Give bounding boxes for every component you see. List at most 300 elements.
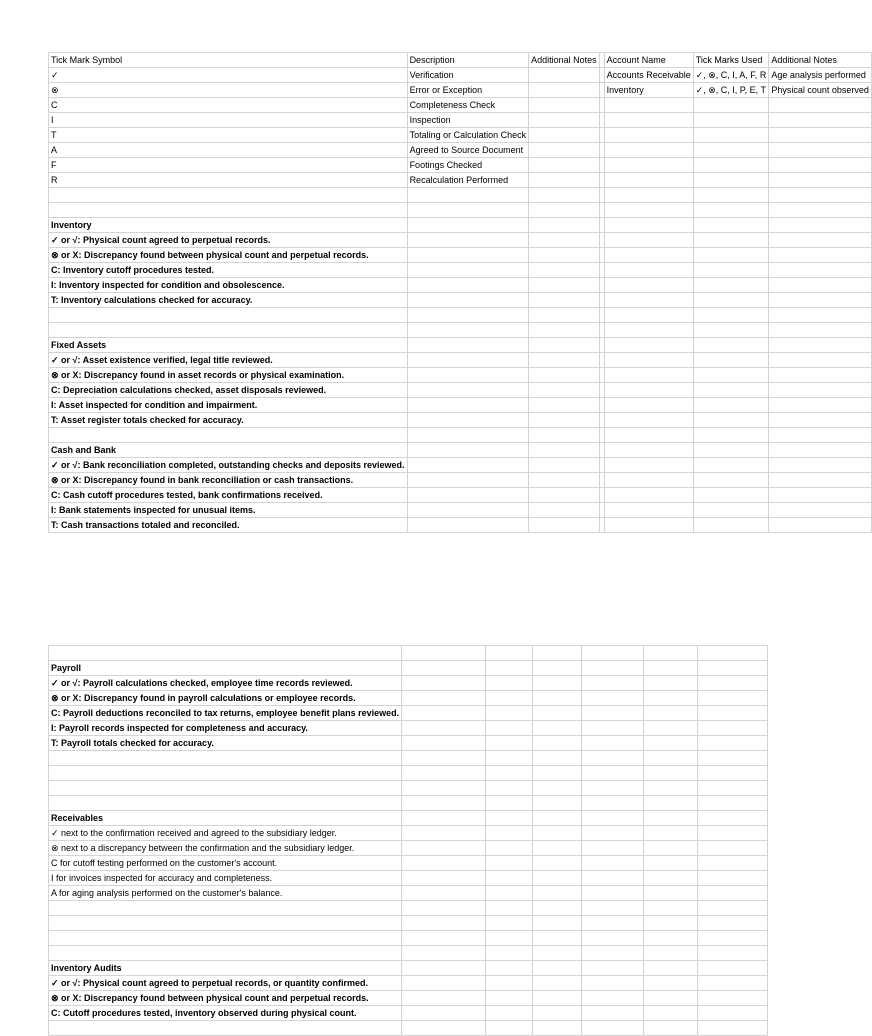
- table-cell[interactable]: [693, 293, 769, 308]
- table-cell[interactable]: [643, 916, 697, 931]
- table-cell[interactable]: [581, 766, 643, 781]
- table-cell[interactable]: [643, 736, 697, 751]
- table-cell[interactable]: [604, 383, 693, 398]
- table-cell[interactable]: [533, 931, 581, 946]
- table-cell[interactable]: [407, 293, 529, 308]
- table-cell[interactable]: [769, 323, 872, 338]
- table-cell[interactable]: [486, 916, 533, 931]
- table-cell[interactable]: [693, 263, 769, 278]
- table-cell[interactable]: [604, 158, 693, 173]
- table-cell[interactable]: [581, 706, 643, 721]
- table-cell[interactable]: [693, 203, 769, 218]
- table-cell[interactable]: [486, 706, 533, 721]
- table-cell[interactable]: [486, 661, 533, 676]
- table-cell[interactable]: [486, 946, 533, 961]
- table-cell[interactable]: [486, 1006, 533, 1021]
- table-cell[interactable]: [486, 826, 533, 841]
- table-cell[interactable]: [769, 128, 872, 143]
- table-cell[interactable]: ✓, ⊗, C, I, P, E, T: [693, 83, 769, 98]
- table-cell[interactable]: [693, 443, 769, 458]
- table-cell[interactable]: [581, 946, 643, 961]
- table-cell[interactable]: [604, 263, 693, 278]
- section-text-cell[interactable]: ⊗ or X: Discrepancy found in asset records or physical examination.: [49, 368, 408, 383]
- table-cell[interactable]: [486, 781, 533, 796]
- table-cell[interactable]: [486, 856, 533, 871]
- table-cell[interactable]: [769, 443, 872, 458]
- table-cell[interactable]: [407, 218, 529, 233]
- table-cell[interactable]: [49, 308, 408, 323]
- section-text-cell[interactable]: ⊗ or X: Discrepancy found between physical count and perpetual records.: [49, 991, 402, 1006]
- table-cell[interactable]: [693, 98, 769, 113]
- table-cell[interactable]: [581, 931, 643, 946]
- table-cell[interactable]: [769, 518, 872, 533]
- table-cell[interactable]: Inspection: [407, 113, 529, 128]
- table-cell[interactable]: [529, 428, 600, 443]
- table-cell[interactable]: [604, 458, 693, 473]
- table-cell[interactable]: [486, 796, 533, 811]
- table-cell[interactable]: [529, 98, 600, 113]
- table-cell[interactable]: [604, 353, 693, 368]
- table-cell[interactable]: [769, 158, 872, 173]
- table-cell[interactable]: [604, 398, 693, 413]
- table-cell[interactable]: [533, 961, 581, 976]
- table-cell[interactable]: [604, 278, 693, 293]
- table-cell[interactable]: [604, 308, 693, 323]
- table-cell[interactable]: [643, 661, 697, 676]
- table-cell[interactable]: [407, 503, 529, 518]
- table-cell[interactable]: [407, 323, 529, 338]
- table-cell[interactable]: [402, 646, 486, 661]
- column-header[interactable]: Tick Marks Used: [693, 53, 769, 68]
- table-cell[interactable]: [49, 931, 402, 946]
- section-text-cell[interactable]: Cash and Bank: [49, 443, 408, 458]
- table-cell[interactable]: [604, 473, 693, 488]
- table-cell[interactable]: [486, 721, 533, 736]
- table-cell[interactable]: [697, 946, 767, 961]
- table-cell[interactable]: [49, 946, 402, 961]
- table-cell[interactable]: [693, 458, 769, 473]
- table-cell[interactable]: [486, 976, 533, 991]
- table-cell[interactable]: [533, 796, 581, 811]
- table-cell[interactable]: [697, 811, 767, 826]
- table-cell[interactable]: [581, 841, 643, 856]
- table-cell[interactable]: [581, 676, 643, 691]
- table-cell[interactable]: [643, 991, 697, 1006]
- table-cell[interactable]: [529, 278, 600, 293]
- table-cell[interactable]: [486, 901, 533, 916]
- table-cell[interactable]: [407, 233, 529, 248]
- table-cell[interactable]: [697, 916, 767, 931]
- table-cell[interactable]: [697, 796, 767, 811]
- table-cell[interactable]: [643, 766, 697, 781]
- table-cell[interactable]: [407, 278, 529, 293]
- table-cell[interactable]: [581, 646, 643, 661]
- table-cell[interactable]: [533, 751, 581, 766]
- table-cell[interactable]: [49, 766, 402, 781]
- section-text-cell[interactable]: C: Payroll deductions reconciled to tax returns, employee benefit plans reviewed.: [49, 706, 402, 721]
- table-cell[interactable]: [697, 736, 767, 751]
- table-cell[interactable]: [693, 158, 769, 173]
- table-cell[interactable]: I: [49, 113, 408, 128]
- table-cell[interactable]: [533, 916, 581, 931]
- table-cell[interactable]: [643, 811, 697, 826]
- table-cell[interactable]: [604, 428, 693, 443]
- table-cell[interactable]: [697, 961, 767, 976]
- table-cell[interactable]: [407, 368, 529, 383]
- table-cell[interactable]: [604, 218, 693, 233]
- table-cell[interactable]: [407, 263, 529, 278]
- table-cell[interactable]: [486, 991, 533, 1006]
- table-cell[interactable]: [697, 646, 767, 661]
- table-cell[interactable]: [533, 826, 581, 841]
- section-text-cell[interactable]: ⊗ or X: Discrepancy found between physical count and perpetual records.: [49, 248, 408, 263]
- table-cell[interactable]: [643, 871, 697, 886]
- table-cell[interactable]: [697, 826, 767, 841]
- table-cell[interactable]: [604, 113, 693, 128]
- table-cell[interactable]: [529, 83, 600, 98]
- table-cell[interactable]: [697, 781, 767, 796]
- section-text-cell[interactable]: I: Inventory inspected for condition and obsolescence.: [49, 278, 408, 293]
- table-cell[interactable]: [604, 503, 693, 518]
- table-cell[interactable]: [581, 826, 643, 841]
- table-cell[interactable]: [529, 233, 600, 248]
- table-cell[interactable]: [533, 991, 581, 1006]
- section-text-cell[interactable]: C: Cutoff procedures tested, inventory observed during physical count.: [49, 1006, 402, 1021]
- table-cell[interactable]: [697, 661, 767, 676]
- table-cell[interactable]: [533, 736, 581, 751]
- table-cell[interactable]: [402, 886, 486, 901]
- table-cell[interactable]: [402, 751, 486, 766]
- section-text-cell[interactable]: C: Depreciation calculations checked, asset disposals reviewed.: [49, 383, 408, 398]
- table-cell[interactable]: [529, 353, 600, 368]
- table-cell[interactable]: R: [49, 173, 408, 188]
- table-cell[interactable]: [486, 691, 533, 706]
- section-text-cell[interactable]: T: Cash transactions totaled and reconciled.: [49, 518, 408, 533]
- table-cell[interactable]: [533, 706, 581, 721]
- table-cell[interactable]: [529, 383, 600, 398]
- table-cell[interactable]: [693, 143, 769, 158]
- table-cell[interactable]: [769, 233, 872, 248]
- table-cell[interactable]: [533, 1006, 581, 1021]
- table-cell[interactable]: [697, 871, 767, 886]
- table-cell[interactable]: [581, 721, 643, 736]
- table-cell[interactable]: [402, 796, 486, 811]
- table-cell[interactable]: Physical count observed: [769, 83, 872, 98]
- table-cell[interactable]: F: [49, 158, 408, 173]
- table-cell[interactable]: [529, 143, 600, 158]
- table-cell[interactable]: [533, 691, 581, 706]
- table-cell[interactable]: [697, 976, 767, 991]
- table-cell[interactable]: Totaling or Calculation Check: [407, 128, 529, 143]
- table-cell[interactable]: ✓, ⊗, C, I, A, F, R: [693, 68, 769, 83]
- table-cell[interactable]: [486, 961, 533, 976]
- table-cell[interactable]: [769, 278, 872, 293]
- note-text-cell[interactable]: ⊗ next to a discrepancy between the confirmation and the subsidiary ledger.: [49, 841, 402, 856]
- table-cell[interactable]: [581, 976, 643, 991]
- table-cell[interactable]: [49, 428, 408, 443]
- table-cell[interactable]: [402, 931, 486, 946]
- table-cell[interactable]: [643, 1006, 697, 1021]
- table-cell[interactable]: Age analysis performed: [769, 68, 872, 83]
- table-cell[interactable]: [529, 518, 600, 533]
- table-cell[interactable]: [529, 338, 600, 353]
- table-cell[interactable]: [581, 886, 643, 901]
- table-cell[interactable]: [49, 796, 402, 811]
- table-cell[interactable]: [604, 203, 693, 218]
- table-cell[interactable]: [581, 796, 643, 811]
- table-cell[interactable]: [402, 976, 486, 991]
- table-cell[interactable]: [581, 991, 643, 1006]
- table-cell[interactable]: [49, 781, 402, 796]
- section-text-cell[interactable]: I: Bank statements inspected for unusual items.: [49, 503, 408, 518]
- table-cell[interactable]: [769, 338, 872, 353]
- column-header[interactable]: Additional Notes: [529, 53, 600, 68]
- table-cell[interactable]: [697, 676, 767, 691]
- table-cell[interactable]: [693, 188, 769, 203]
- table-cell[interactable]: [49, 1021, 402, 1036]
- table-cell[interactable]: [604, 233, 693, 248]
- table-cell[interactable]: [697, 841, 767, 856]
- note-text-cell[interactable]: I for invoices inspected for accuracy and completeness.: [49, 871, 402, 886]
- table-cell[interactable]: [529, 443, 600, 458]
- table-cell[interactable]: [581, 736, 643, 751]
- section-text-cell[interactable]: Receivables: [49, 811, 402, 826]
- table-cell[interactable]: [769, 308, 872, 323]
- table-cell[interactable]: [533, 676, 581, 691]
- table-cell[interactable]: [407, 473, 529, 488]
- table-cell[interactable]: [529, 398, 600, 413]
- table-cell[interactable]: [529, 413, 600, 428]
- table-cell[interactable]: [643, 1021, 697, 1036]
- table-cell[interactable]: [529, 68, 600, 83]
- table-cell[interactable]: [49, 916, 402, 931]
- table-cell[interactable]: [693, 518, 769, 533]
- table-cell[interactable]: [529, 188, 600, 203]
- section-text-cell[interactable]: ✓ or √: Bank reconciliation completed, outstanding checks and deposits reviewed.: [49, 458, 408, 473]
- table-cell[interactable]: Error or Exception: [407, 83, 529, 98]
- table-cell[interactable]: [693, 248, 769, 263]
- table-cell[interactable]: [697, 751, 767, 766]
- table-cell[interactable]: [402, 841, 486, 856]
- table-cell[interactable]: [643, 676, 697, 691]
- table-cell[interactable]: C: [49, 98, 408, 113]
- column-header[interactable]: Description: [407, 53, 529, 68]
- table-cell[interactable]: [529, 248, 600, 263]
- table-cell[interactable]: [533, 886, 581, 901]
- table-cell[interactable]: [581, 856, 643, 871]
- table-cell[interactable]: [402, 706, 486, 721]
- table-cell[interactable]: [769, 203, 872, 218]
- table-cell[interactable]: [769, 143, 872, 158]
- table-cell[interactable]: [604, 413, 693, 428]
- table-cell[interactable]: [693, 503, 769, 518]
- table-cell[interactable]: [769, 293, 872, 308]
- table-cell[interactable]: [486, 676, 533, 691]
- table-cell[interactable]: Recalculation Performed: [407, 173, 529, 188]
- table-cell[interactable]: [643, 886, 697, 901]
- table-cell[interactable]: [697, 721, 767, 736]
- table-cell[interactable]: [693, 218, 769, 233]
- table-cell[interactable]: [581, 1021, 643, 1036]
- table-cell[interactable]: [407, 428, 529, 443]
- table-cell[interactable]: [697, 766, 767, 781]
- table-cell[interactable]: [643, 646, 697, 661]
- table-cell[interactable]: [769, 353, 872, 368]
- table-cell[interactable]: [693, 368, 769, 383]
- table-cell[interactable]: [529, 503, 600, 518]
- table-cell[interactable]: [697, 706, 767, 721]
- table-cell[interactable]: [697, 886, 767, 901]
- table-cell[interactable]: [581, 811, 643, 826]
- table-cell[interactable]: [769, 458, 872, 473]
- table-cell[interactable]: [533, 856, 581, 871]
- table-cell[interactable]: [533, 766, 581, 781]
- table-cell[interactable]: [407, 308, 529, 323]
- table-cell[interactable]: [402, 946, 486, 961]
- table-cell[interactable]: [407, 518, 529, 533]
- table-cell[interactable]: [402, 721, 486, 736]
- column-header[interactable]: Account Name: [604, 53, 693, 68]
- table-cell[interactable]: [49, 751, 402, 766]
- table-cell[interactable]: [769, 188, 872, 203]
- section-text-cell[interactable]: Fixed Assets: [49, 338, 408, 353]
- table-cell[interactable]: [486, 931, 533, 946]
- section-text-cell[interactable]: Inventory: [49, 218, 408, 233]
- table-cell[interactable]: [486, 841, 533, 856]
- table-cell[interactable]: Verification: [407, 68, 529, 83]
- table-cell[interactable]: [49, 901, 402, 916]
- table-cell[interactable]: [402, 766, 486, 781]
- table-cell[interactable]: [407, 338, 529, 353]
- table-cell[interactable]: [402, 1021, 486, 1036]
- table-cell[interactable]: [529, 203, 600, 218]
- table-cell[interactable]: [697, 691, 767, 706]
- table-cell[interactable]: [529, 263, 600, 278]
- table-cell[interactable]: [769, 248, 872, 263]
- table-cell[interactable]: [693, 113, 769, 128]
- table-cell[interactable]: [486, 871, 533, 886]
- table-cell[interactable]: [407, 188, 529, 203]
- table-cell[interactable]: [581, 781, 643, 796]
- table-cell[interactable]: [407, 248, 529, 263]
- table-cell[interactable]: [604, 98, 693, 113]
- table-cell[interactable]: [486, 1021, 533, 1036]
- table-cell[interactable]: [407, 443, 529, 458]
- table-cell[interactable]: [533, 1021, 581, 1036]
- column-header[interactable]: Tick Mark Symbol: [49, 53, 408, 68]
- table-cell[interactable]: [604, 128, 693, 143]
- table-cell[interactable]: [402, 916, 486, 931]
- table-cell[interactable]: [402, 736, 486, 751]
- table-cell[interactable]: [402, 781, 486, 796]
- table-cell[interactable]: [643, 796, 697, 811]
- table-cell[interactable]: [533, 781, 581, 796]
- table-cell[interactable]: [769, 413, 872, 428]
- section-text-cell[interactable]: ✓ or √: Payroll calculations checked, employee time records reviewed.: [49, 676, 402, 691]
- table-cell[interactable]: [407, 458, 529, 473]
- table-cell[interactable]: [693, 323, 769, 338]
- table-cell[interactable]: [402, 676, 486, 691]
- table-cell[interactable]: [581, 916, 643, 931]
- table-cell[interactable]: [604, 188, 693, 203]
- table-cell[interactable]: [529, 128, 600, 143]
- table-cell[interactable]: [643, 901, 697, 916]
- table-cell[interactable]: [643, 721, 697, 736]
- table-cell[interactable]: [693, 128, 769, 143]
- table-cell[interactable]: [604, 143, 693, 158]
- table-cell[interactable]: [402, 856, 486, 871]
- table-cell[interactable]: [402, 811, 486, 826]
- table-cell[interactable]: [697, 931, 767, 946]
- table-cell[interactable]: [604, 368, 693, 383]
- table-cell[interactable]: [533, 871, 581, 886]
- table-cell[interactable]: [529, 113, 600, 128]
- table-cell[interactable]: [769, 488, 872, 503]
- table-cell[interactable]: [402, 1006, 486, 1021]
- table-cell[interactable]: [533, 946, 581, 961]
- table-cell[interactable]: [697, 901, 767, 916]
- table-cell[interactable]: [769, 368, 872, 383]
- table-cell[interactable]: [693, 173, 769, 188]
- table-cell[interactable]: T: [49, 128, 408, 143]
- section-text-cell[interactable]: ⊗ or X: Discrepancy found in payroll calculations or employee records.: [49, 691, 402, 706]
- table-cell[interactable]: [693, 278, 769, 293]
- table-cell[interactable]: [581, 1006, 643, 1021]
- table-cell[interactable]: [697, 856, 767, 871]
- table-cell[interactable]: [769, 173, 872, 188]
- table-cell[interactable]: [643, 931, 697, 946]
- table-cell[interactable]: [604, 443, 693, 458]
- table-cell[interactable]: [529, 293, 600, 308]
- table-cell[interactable]: [769, 428, 872, 443]
- section-text-cell[interactable]: ⊗ or X: Discrepancy found in bank reconciliation or cash transactions.: [49, 473, 408, 488]
- table-cell[interactable]: [769, 398, 872, 413]
- table-cell[interactable]: [486, 811, 533, 826]
- table-cell[interactable]: [581, 691, 643, 706]
- table-cell[interactable]: [697, 1006, 767, 1021]
- table-cell[interactable]: [693, 308, 769, 323]
- table-cell[interactable]: [693, 338, 769, 353]
- table-cell[interactable]: [486, 646, 533, 661]
- table-cell[interactable]: ⊗: [49, 83, 408, 98]
- table-cell[interactable]: [769, 263, 872, 278]
- table-cell[interactable]: [529, 458, 600, 473]
- table-cell[interactable]: [533, 721, 581, 736]
- table-cell[interactable]: [693, 233, 769, 248]
- table-cell[interactable]: [643, 961, 697, 976]
- column-header[interactable]: Additional Notes: [769, 53, 872, 68]
- table-cell[interactable]: [581, 661, 643, 676]
- table-cell[interactable]: [529, 323, 600, 338]
- table-cell[interactable]: [533, 811, 581, 826]
- section-text-cell[interactable]: I: Payroll records inspected for completeness and accuracy.: [49, 721, 402, 736]
- table-cell[interactable]: A: [49, 143, 408, 158]
- table-cell[interactable]: [533, 841, 581, 856]
- table-cell[interactable]: [486, 736, 533, 751]
- table-cell[interactable]: Accounts Receivable: [604, 68, 693, 83]
- section-text-cell[interactable]: Payroll: [49, 661, 402, 676]
- table-cell[interactable]: [604, 293, 693, 308]
- note-text-cell[interactable]: C for cutoff testing performed on the customer's account.: [49, 856, 402, 871]
- table-cell[interactable]: [407, 413, 529, 428]
- table-cell[interactable]: [49, 203, 408, 218]
- table-cell[interactable]: [533, 646, 581, 661]
- table-cell[interactable]: Inventory: [604, 83, 693, 98]
- note-text-cell[interactable]: ✓ next to the confirmation received and agreed to the subsidiary ledger.: [49, 826, 402, 841]
- section-text-cell[interactable]: ✓ or √: Asset existence verified, legal title reviewed.: [49, 353, 408, 368]
- section-text-cell[interactable]: T: Inventory calculations checked for accuracy.: [49, 293, 408, 308]
- table-cell[interactable]: [604, 488, 693, 503]
